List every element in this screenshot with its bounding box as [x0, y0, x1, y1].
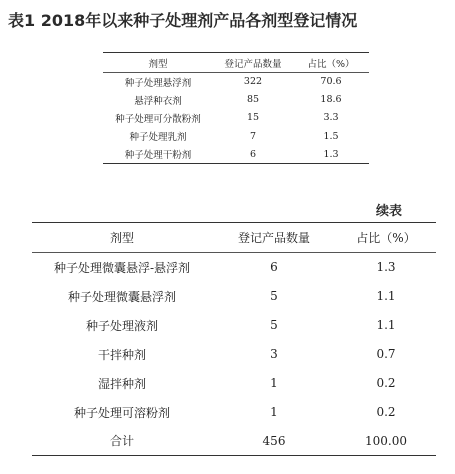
table-row — [32, 282, 436, 311]
total-row — [32, 427, 436, 456]
header-percent: 占比（%） — [356, 231, 416, 245]
cell-formulation: 种子处理微囊悬浮剂 — [67, 289, 176, 304]
table-title: 表1 2018年以来种子处理剂产品各剂型登记情况 — [8, 11, 358, 30]
cell-count: 5 — [270, 289, 278, 303]
header-count: 登记产品数量 — [224, 58, 282, 70]
cell-count: 85 — [246, 94, 260, 106]
table-row — [32, 311, 436, 340]
cell-percent: 100.00 — [365, 433, 407, 448]
cell-percent: 0.7 — [376, 347, 396, 361]
header-formulation: 剂型 — [109, 231, 134, 245]
table-header-row — [103, 53, 369, 73]
cell-percent: 1.3 — [376, 260, 396, 275]
cell-count: 15 — [246, 112, 260, 124]
table-row — [32, 398, 436, 427]
table-row — [103, 145, 369, 163]
table-row — [103, 73, 369, 91]
cell-percent: 1.3 — [323, 148, 339, 160]
cell-percent: 18.6 — [320, 94, 342, 106]
cell-count: 6 — [270, 260, 278, 275]
cell-count: 7 — [249, 130, 257, 142]
cell-formulation: 悬浮种衣剂 — [134, 95, 182, 107]
table-row — [32, 369, 436, 398]
table-row — [103, 127, 369, 145]
header-count: 登记产品数量 — [237, 231, 310, 245]
table-row — [32, 253, 436, 282]
continued-label: 续表 — [376, 204, 403, 219]
cell-percent: 1.5 — [323, 130, 339, 142]
cell-formulation: 种子处理液剂 — [85, 318, 158, 333]
cell-percent: 0.2 — [376, 405, 396, 419]
cell-count: 5 — [270, 318, 278, 332]
cell-formulation: 种子处理微囊悬浮-悬浮剂 — [53, 260, 191, 275]
formulation-table — [103, 52, 369, 164]
cell-count: 322 — [243, 76, 263, 88]
cell-formulation: 种子处理乳剂 — [129, 132, 187, 144]
cell-percent: 3.3 — [323, 112, 339, 124]
cell-count: 1 — [270, 405, 278, 419]
cell-formulation: 种子处理悬浮剂 — [124, 77, 192, 89]
cell-formulation: 合计 — [109, 434, 134, 449]
cell-percent: 70.6 — [320, 76, 342, 88]
cell-percent: 0.2 — [376, 376, 396, 390]
cell-formulation: 干拌种剂 — [97, 347, 146, 362]
cell-percent: 1.1 — [376, 318, 396, 332]
cell-count: 3 — [270, 347, 278, 361]
cell-percent: 1.1 — [376, 289, 396, 303]
cell-formulation: 种子处理干粉剂 — [124, 150, 192, 162]
cell-count: 1 — [270, 376, 278, 390]
table-header-row — [32, 223, 436, 253]
header-percent: 占比（%） — [307, 58, 355, 70]
table-row — [103, 91, 369, 109]
header-formulation: 剂型 — [148, 58, 168, 70]
table-row — [103, 109, 369, 127]
cell-formulation: 种子处理可分散粉剂 — [115, 113, 201, 125]
cell-count: 6 — [249, 148, 257, 160]
cell-count: 456 — [262, 433, 286, 448]
cell-formulation: 种子处理可溶粉剂 — [73, 405, 170, 420]
formulation-table-continued — [32, 222, 436, 456]
table-row — [32, 340, 436, 369]
cell-formulation: 湿拌种剂 — [97, 376, 146, 391]
